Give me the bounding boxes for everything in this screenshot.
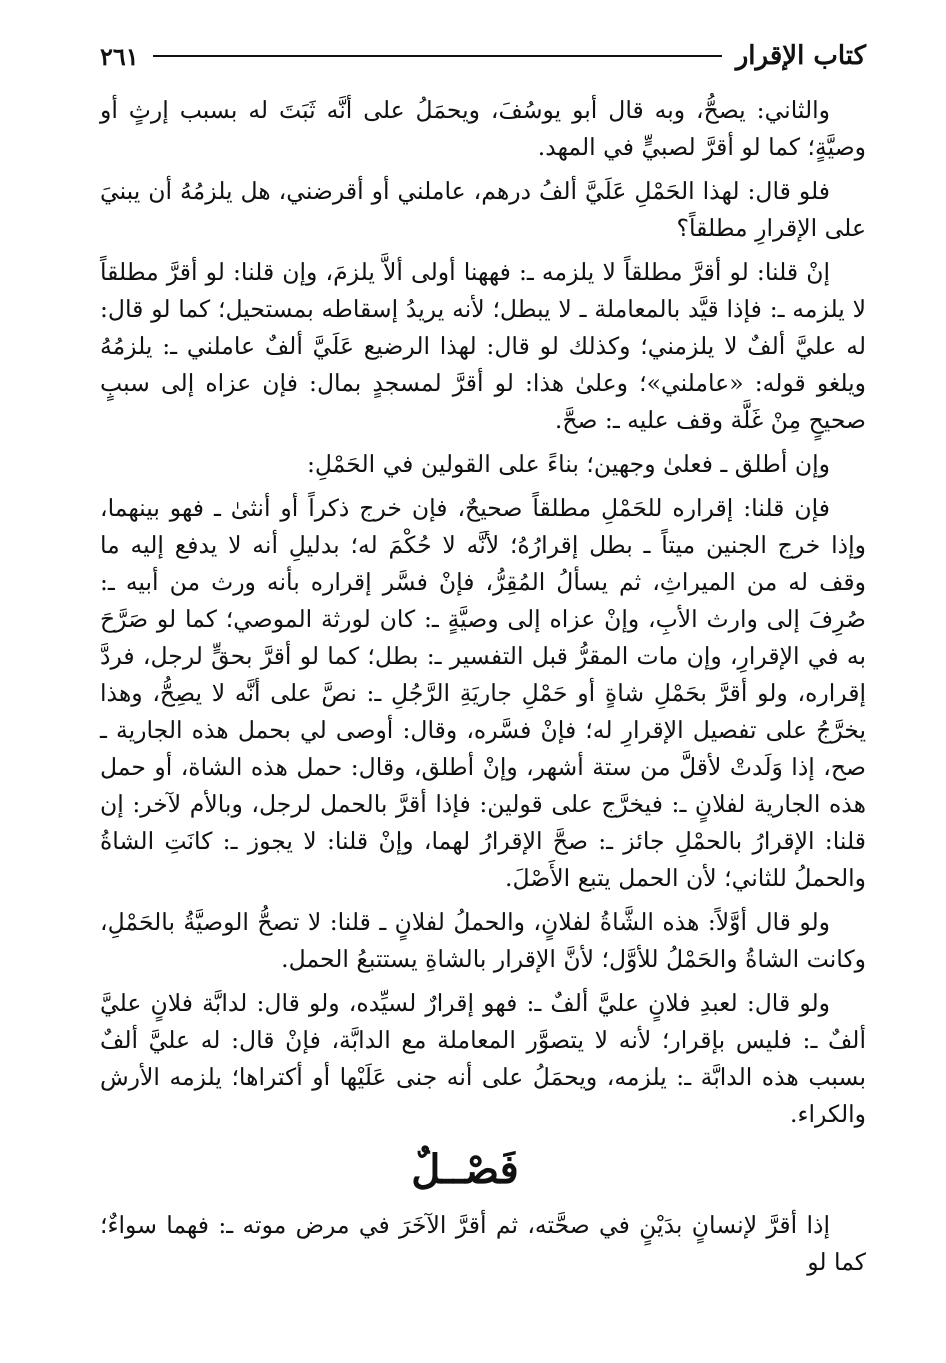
paragraph: ولو قال: لعبدِ فلانٍ عليَّ ألفٌ ـ: فهو إقرارٌ لسيِّده، ولو قال: لدابَّة فلانٍ عليَّ ألفٌ ـ: فليس بإقرار؛ لأنه لا يتصوَّر المعاملة مع الدابَّة، فإنْ قال: له عليَّ ألفٌ بسبب هذه الدابَّة ـ: يلزمه، ويحمَلُ على أنه جنى عَلَيْها أو أكتراها؛ يلزمه الأرش والكراء. (100, 989, 866, 1128)
book-title: كتاب الإقرار (735, 41, 866, 71)
paragraph: والثاني: يصحُّ، وبه قال أبو يوسُفَ، ويحمَلُ على أنَّه ثَبَتَ له بسبب إرثٍ أو وصيَّةٍ؛ كما لو أقرَّ لصبيٍّ في المهد. (100, 96, 866, 161)
page-number: ٢٦١ (100, 41, 139, 71)
section-heading: فَصْــلٌ (411, 1146, 519, 1193)
paragraph: إنْ قلنا: لو أقرَّ مطلقاً لا يلزمه ـ: فههنا أولى ألاَّ يلزمَ، وإن قلنا: لو أقرَّ مطلقاً لا يلزمه ـ: فإذا قيَّد بالمعاملة ـ لا يبطل؛ لأنه يريدُ إسقاطه بمستحيل؛ كما لو قال: له عليَّ ألفٌ لا يلزمني؛ وكذلك لو قال: لهذا الرضيع عَلَيَّ ألفٌ عاملني ـ: يلزمُهُ ويلغو قوله: «عاملني»؛ وعلىٰ هذا: لو أقرَّ لمسجدٍ بمال: فإن عزاه إلى سببٍ صحيحٍ مِنْ غَلَّة وقف عليه ـ: صحَّ. (100, 258, 866, 434)
paragraph: فلو قال: لهذا الحَمْلِ عَلَيَّ ألفُ درهم، عاملني أو أقرضني، هل يلزمُهُ أن يبنيَ على الإقرارِ مطلقاً؟ (100, 177, 866, 242)
page-body (100, 92, 866, 1288)
header-rule (153, 55, 722, 57)
paragraph: فإن قلنا: إقراره للحَمْلِ مطلقاً صحيحٌ، فإن خرج ذكراً أو أنثىٰ ـ فهو بينهما، وإذا خرج الجنين ميتاً ـ بطل إقرارُهُ؛ لأنَّه لا حُكْمَ له؛ بدليلِ أنه لا يدفع إليه ما وقف له من الميراثِ، ثم يسألُ المُقِرُّ، فإنْ فسَّر إقراره بأنه ورث من أبيه ـ: صُرِفَ إلى وارث الأبِ، وإنْ عزاه إلى وصيَّةٍ ـ: كان لورثة الموصي؛ كما لو صَرَّحَ به في الإقرارِ، وإن مات المقرُّ قبل التفسير ـ: بطل؛ كما لو أقرَّ بحقٍّ لرجل، فردَّ إقراره، ولو أقرَّ بحَمْلِ شاةٍ أو حَمْلِ جاريَةِ الرَّجُلِ ـ: نصَّ على أنَّه لا يصِحُّ، وهذا يخرَّجُ على تفصيل الإقرارِ له؛ فإنْ فسَّره، وقال: أوصى لي بحمل هذه الجارية ـ صح، إذا وَلَدتْ لأقلَّ من ستة أشهر، وإنْ أطلق، وقال: حمل هذه الشاة، أو حمل هذه الجارية لفلانٍ ـ: فيخرَّج على قولين: فإذا أقرَّ بالحمل لرجل، وبالأم لآخر: إن قلنا: الإقرارُ بالحمْلِ جائز ـ: صحَّ الإقرارُ لهما، وإنْ قلنا: لا يجوز ـ: كانَتِ الشاةُ والحملُ للثاني؛ لأن الحمل يتبع الأَصْلَ. (100, 494, 866, 892)
running-header (100, 34, 866, 78)
paragraph: إذا أقرَّ لإنسانٍ بدَيْنٍ في صحَّته، ثم أقرَّ الآخَرَ في مرض موته ـ: فهما سواءٌ؛ كما لو (100, 1211, 866, 1276)
paragraph: وإن أطلق ـ فعلىٰ وجهين؛ بناءً على القولين في الحَمْلِ: (306, 450, 830, 478)
paragraph: ولو قال أوَّلاً: هذه الشَّاةُ لفلانٍ، والحملُ لفلانٍ ـ قلنا: لا تصحُّ الوصيَّةُ بالحَمْلِ، وكانت الشاةُ والحَمْلُ للأوَّل؛ لأنَّ الإقرار بالشاةِ يستتبعُ الحمل. (100, 908, 866, 973)
